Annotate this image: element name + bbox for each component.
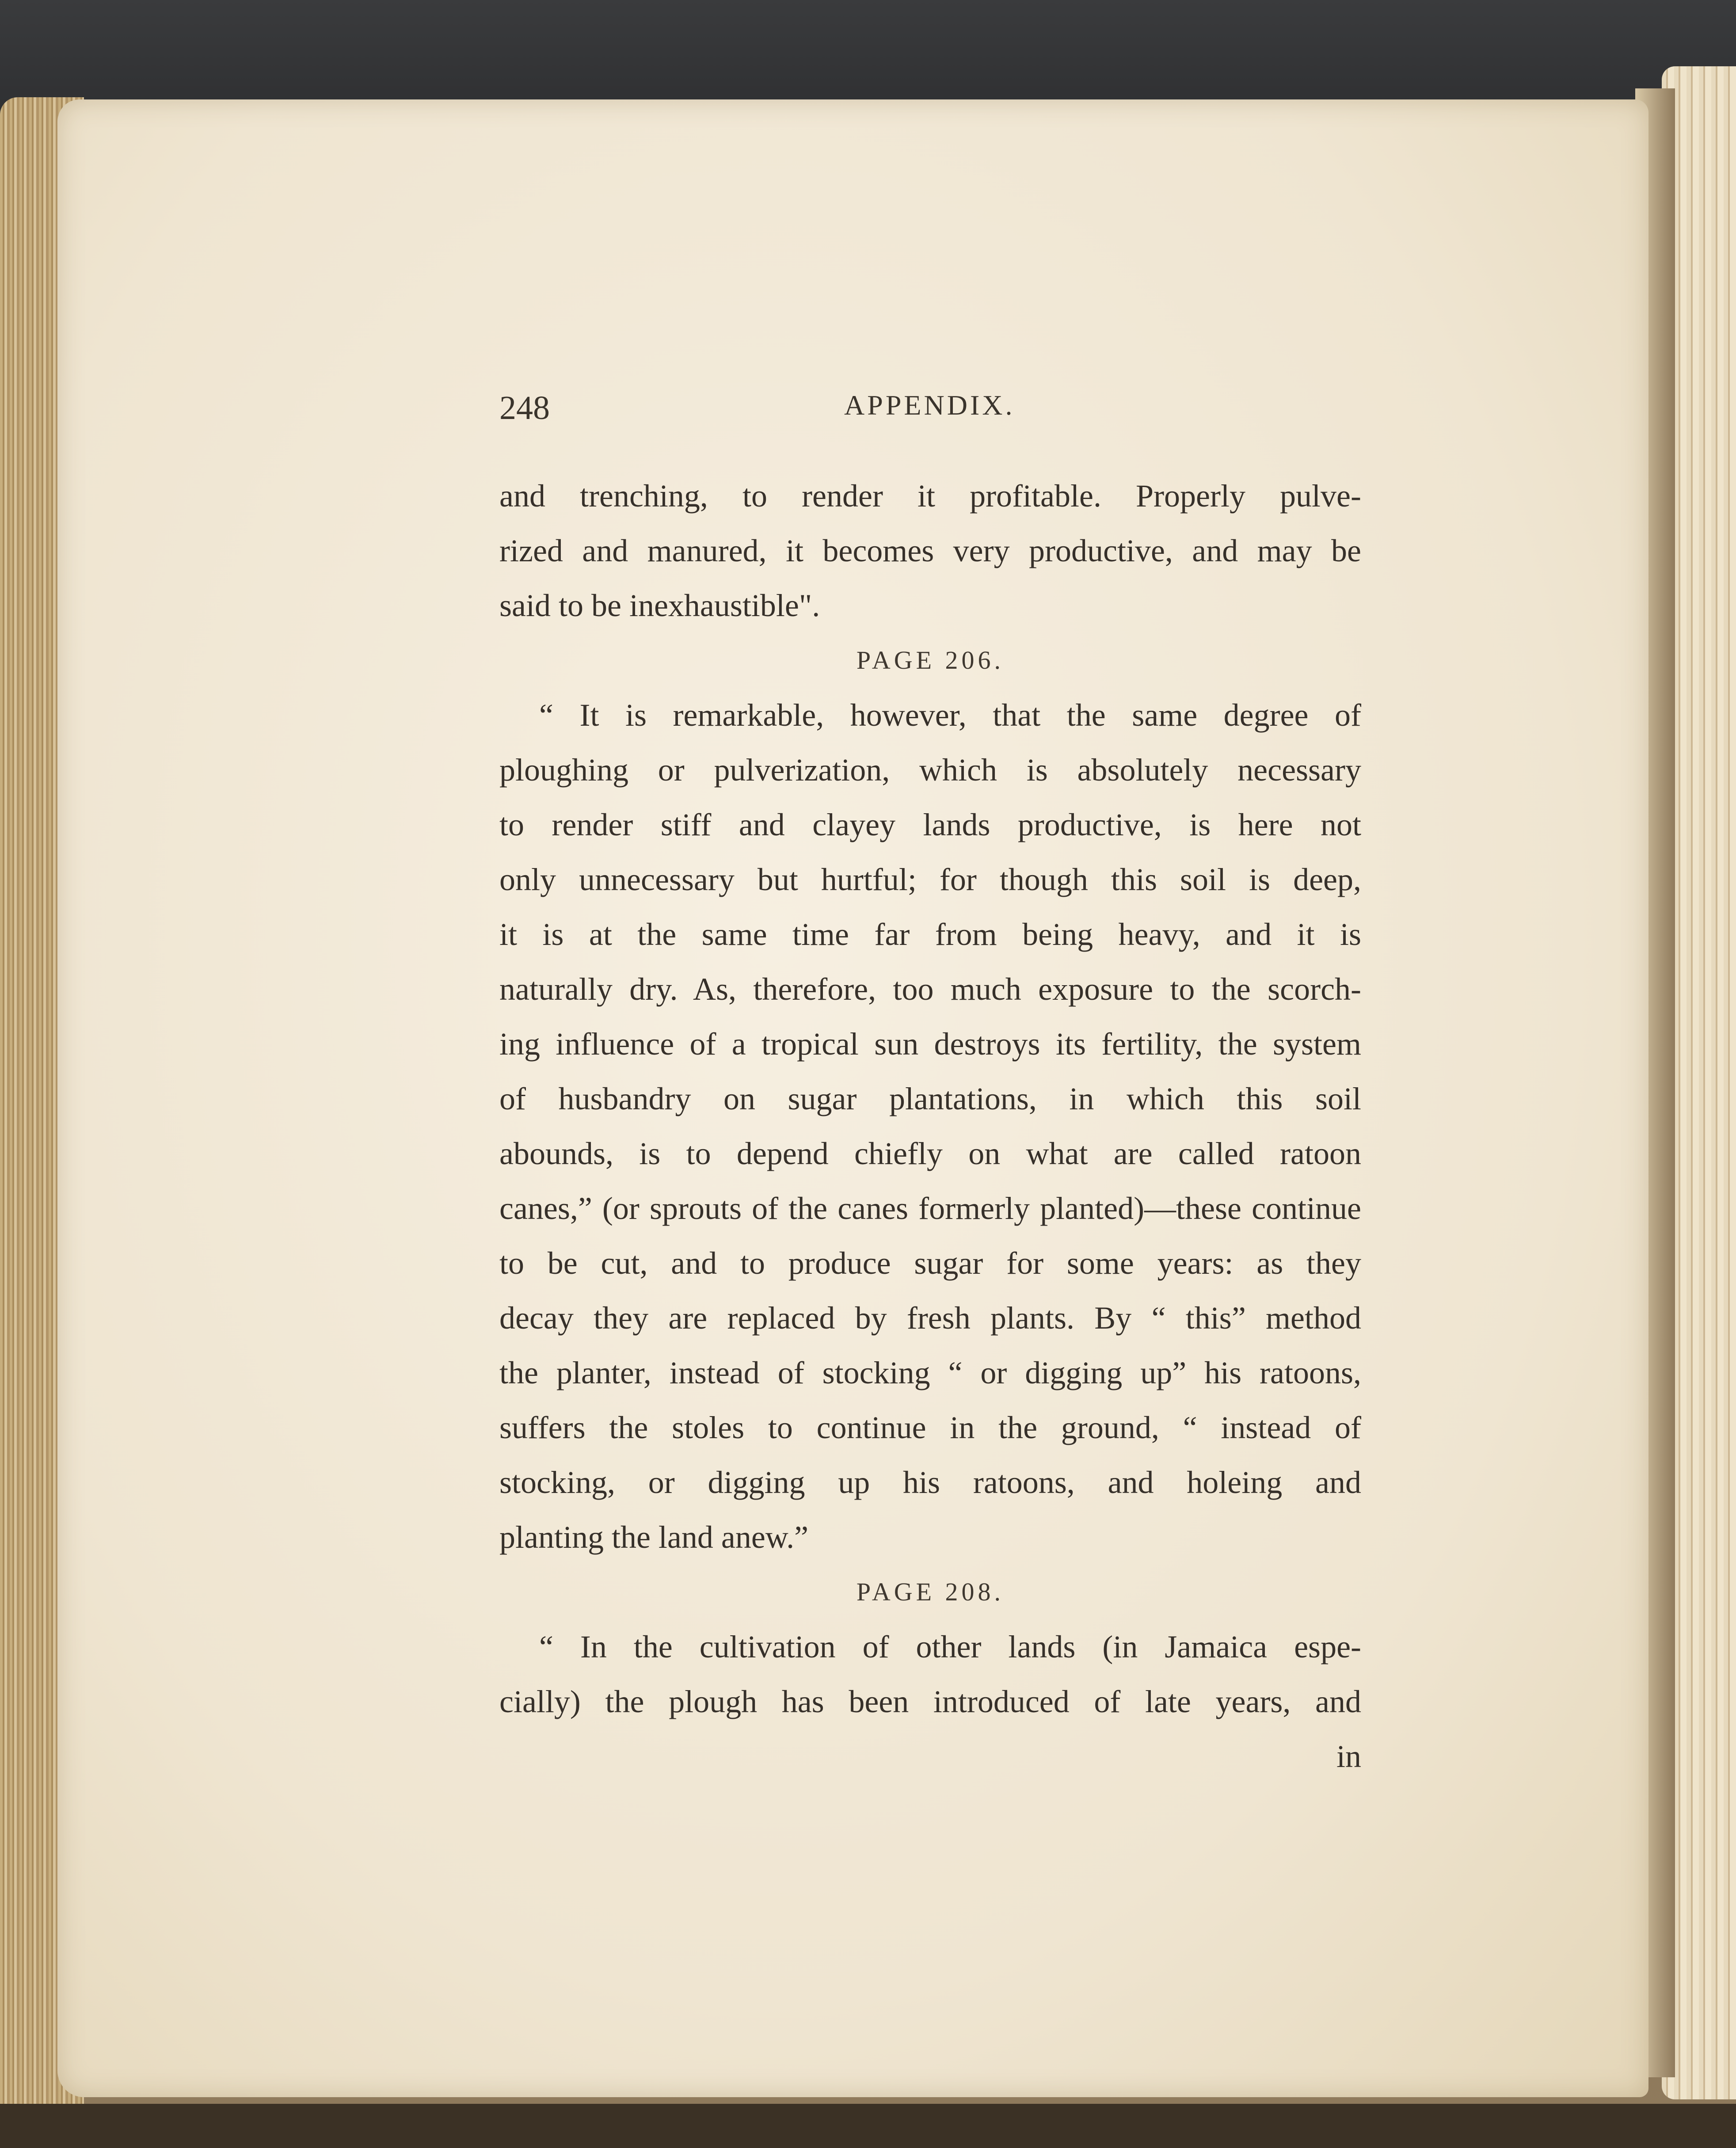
text-line: only unnecessary but hurtful; for though this soil is deep,: [499, 862, 1361, 897]
catchword: in: [1336, 1739, 1361, 1774]
text-line: “ In the cultivation of other lands (in Jamaica espe-: [539, 1629, 1361, 1664]
text-line: the planter, instead of stocking “ or digging up” his ratoons,: [499, 1355, 1361, 1390]
text-line: to be cut, and to produce sugar for some years: as they: [499, 1245, 1361, 1281]
text-line: rized and manured, it becomes very productive, and may be: [499, 533, 1361, 568]
running-title: APPENDIX.: [844, 389, 1015, 421]
text-line: stocking, or digging up his ratoons, and holeing and: [499, 1465, 1361, 1500]
background-bottom: [0, 2104, 1736, 2148]
text-line: it is at the same time far from being heavy, and it is: [499, 917, 1361, 952]
running-head: [499, 389, 1361, 442]
text-line: abounds, is to depend chiefly on what are called ratoon: [499, 1136, 1361, 1171]
text-line: suffers the stoles to continue in the ground, “ instead of: [499, 1410, 1361, 1445]
text-line: ploughing or pulverization, which is absolutely necessary: [499, 752, 1361, 788]
text-line: ing influence of a tropical sun destroys its fertility, the system: [499, 1026, 1361, 1062]
text-line: of husbandry on sugar plantations, in which this soil: [499, 1081, 1361, 1116]
text-line: naturally dry. As, therefore, too much exposure to the scorch-: [499, 971, 1361, 1007]
section-heading-page-206: PAGE 206.: [856, 646, 1005, 674]
text-line: to render stiff and clayey lands productive, is here not: [499, 807, 1361, 842]
text-line: and trenching, to render it profitable. Properly pulve-: [499, 478, 1361, 514]
page-text: [499, 468, 1361, 1784]
text-line: “ It is remarkable, however, that the same degree of: [539, 697, 1361, 733]
text-line: planting the land anew.”: [499, 1520, 809, 1555]
text-line: canes,” (or sprouts of the canes formerly planted)—these continue: [499, 1191, 1361, 1226]
text-line: said to be inexhaustible".: [499, 588, 820, 623]
section-heading-page-208: PAGE 208.: [856, 1577, 1005, 1606]
page-number: 248: [499, 389, 550, 427]
text-line: decay they are replaced by fresh plants. By “ this” method: [499, 1300, 1361, 1336]
text-line: cially) the plough has been introduced of late years, and: [499, 1684, 1361, 1719]
